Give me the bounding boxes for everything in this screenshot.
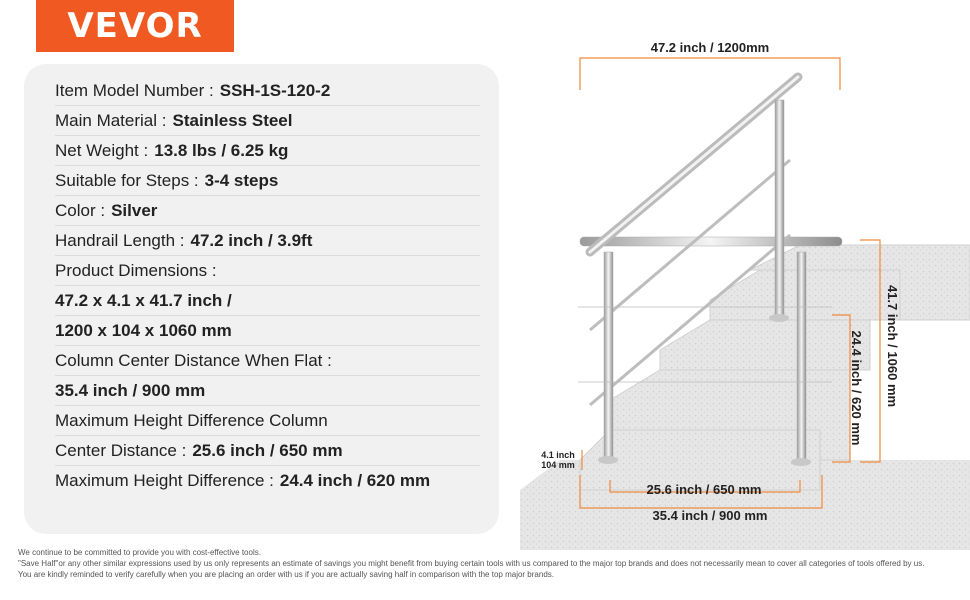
spec-label: Center Distance : bbox=[55, 440, 187, 460]
right-post bbox=[775, 100, 784, 318]
spec-row bbox=[55, 226, 480, 256]
spec-label: Suitable for Steps : bbox=[55, 170, 199, 190]
spec-label: Maximum Height Difference : bbox=[55, 470, 274, 490]
disclaimer bbox=[18, 547, 958, 580]
vevor-logo bbox=[36, 0, 234, 52]
disclaimer-line-3: You are kindly reminded to verify carefully when you are placing an order with us if you are actually saving half in comparison with the top major brands. bbox=[18, 570, 554, 579]
disclaimer-line-1: We continue to be committed to provide you with cost-effective tools. bbox=[18, 548, 261, 557]
spec-value: 1200 x 104 x 1060 mm bbox=[55, 320, 232, 340]
logo-text: VEVOR bbox=[67, 6, 203, 46]
spec-value: 24.4 inch / 620 mm bbox=[279, 470, 431, 490]
flat-rail bbox=[580, 237, 842, 246]
front-post bbox=[797, 252, 806, 460]
handrail-diagram bbox=[520, 30, 970, 550]
base-depth-inch-label: 4.1 inch bbox=[541, 450, 575, 460]
spec-value: SSH-1S-120-2 bbox=[219, 80, 331, 100]
height-diff-label: 24.4 inch / 620 mm bbox=[849, 330, 864, 446]
spec-row bbox=[55, 136, 480, 166]
spec-row bbox=[55, 196, 480, 226]
spec-label: Column Center Distance When Flat : bbox=[55, 350, 332, 370]
disclaimer-line-2: "Save Half"or any other similar expressions used by us only represents an estimate of savings you might benefit from buying certain tools with us compared to the major top brands and does not necessarily mean to cover all categories of tools offered by us. bbox=[18, 559, 925, 568]
left-post bbox=[604, 252, 613, 457]
spec-value: 3-4 steps bbox=[204, 170, 279, 190]
spec-row bbox=[55, 76, 480, 106]
base-depth-mm-label: 104 mm bbox=[541, 460, 575, 470]
spec-row bbox=[55, 436, 480, 466]
spec-row bbox=[55, 466, 480, 495]
spec-label: Handrail Length : bbox=[55, 230, 185, 250]
spec-row bbox=[55, 256, 480, 286]
spec-value: 25.6 inch / 650 mm bbox=[192, 440, 343, 460]
spec-label: Color : bbox=[55, 200, 106, 220]
spec-label: Main Material : bbox=[55, 110, 167, 130]
spec-row bbox=[55, 106, 480, 136]
spec-label: Product Dimensions : bbox=[55, 260, 217, 280]
spec-value: Stainless Steel bbox=[172, 110, 293, 130]
stairs bbox=[520, 245, 970, 550]
total-height-label: 41.7 inch / 1060 mm bbox=[885, 284, 900, 408]
spec-row bbox=[55, 406, 480, 436]
spec-value: 35.4 inch / 900 mm bbox=[55, 380, 206, 400]
spec-value: 13.8 lbs / 6.25 kg bbox=[154, 140, 289, 160]
spec-value: 47.2 x 4.1 x 41.7 inch / bbox=[55, 290, 232, 310]
spec-label: Net Weight : bbox=[55, 140, 149, 160]
spec-row bbox=[55, 166, 480, 196]
handrail-illustration bbox=[520, 30, 970, 550]
spec-row bbox=[55, 376, 480, 406]
spec-row bbox=[55, 286, 480, 316]
spec-label: Maximum Height Difference Column bbox=[55, 410, 328, 430]
spec-value: 47.2 inch / 3.9ft bbox=[190, 230, 313, 250]
top-length-label: 47.2 inch / 1200mm bbox=[650, 40, 770, 55]
spec-row bbox=[55, 346, 480, 376]
column-center-label: 25.6 inch / 650 mm bbox=[646, 482, 762, 497]
spec-label: Item Model Number : bbox=[55, 80, 214, 100]
flat-distance-label: 35.4 inch / 900 mm bbox=[652, 508, 768, 523]
spec-row bbox=[55, 316, 480, 346]
spec-value: Silver bbox=[111, 200, 158, 220]
